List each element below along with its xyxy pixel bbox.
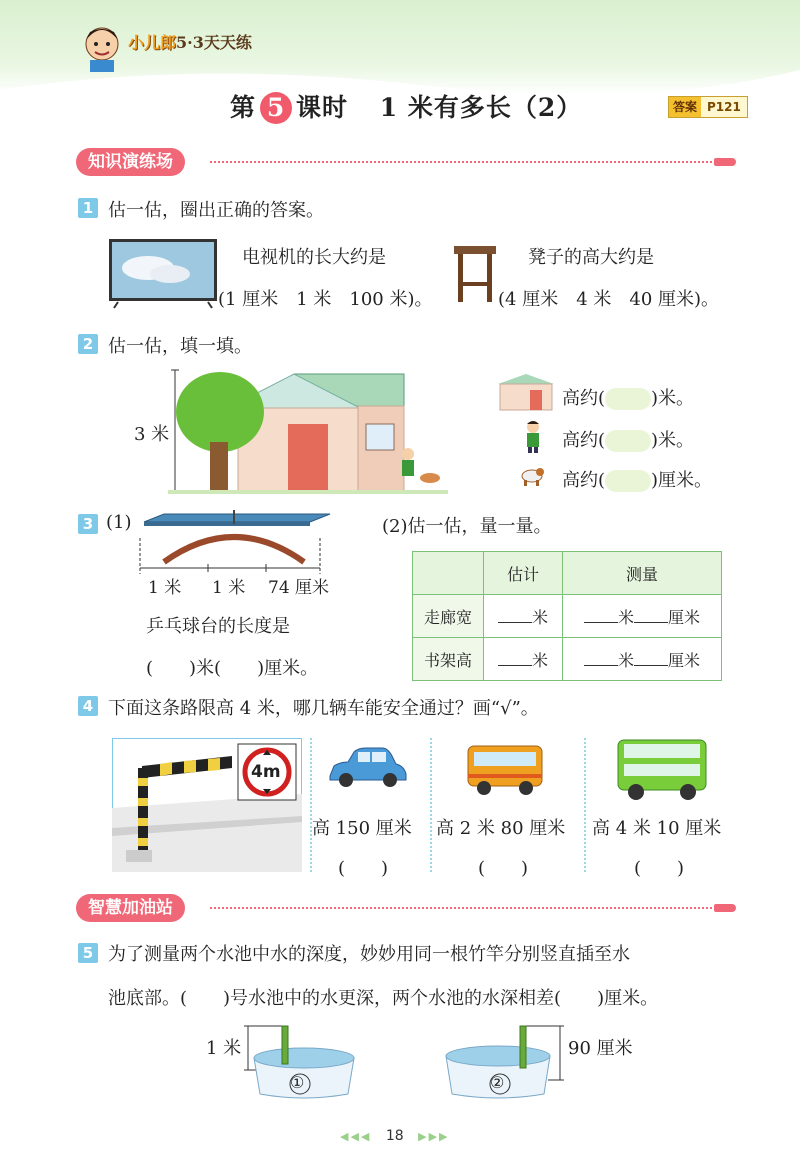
dog-height-row: [562, 466, 712, 492]
tv-image: [108, 238, 218, 310]
pool2-number: ②: [490, 1073, 505, 1092]
height-limit-barrier-image: [112, 738, 302, 872]
stool-image: [452, 242, 498, 304]
pool1-number: ①: [290, 1073, 305, 1092]
table-row: [413, 638, 722, 681]
dog-icon: [518, 464, 546, 488]
double-decker-bus-image: [614, 738, 710, 802]
car-answer-paren[interactable]: ( ): [338, 858, 389, 879]
bus-height-label: 高 2 米 80 厘米: [436, 818, 566, 839]
left-arrows-icon: ◀◀◀: [340, 1130, 372, 1143]
part-one-label: (1): [106, 512, 132, 533]
row-suffix: )米。: [651, 430, 695, 451]
question-stem: 下面这条路限高 4 米，哪几辆车能安全通过？画“√”。: [108, 698, 539, 719]
title-suffix: 课时: [296, 93, 349, 122]
boy-mascot-icon: [80, 20, 124, 72]
height-limit-sign-text: 4m: [251, 762, 281, 782]
page-footer: [340, 1128, 450, 1144]
separator: [430, 738, 432, 872]
brand-rest: 5·3天天练: [176, 33, 252, 52]
row-prefix: 高约(: [562, 470, 606, 491]
segment-label-3: 74 厘米: [268, 578, 330, 598]
child-height-row: [562, 426, 694, 452]
brand-kid: 小儿郎: [128, 33, 177, 52]
answer-reference[interactable]: [668, 96, 748, 118]
separator: [310, 738, 312, 872]
section-header-practice: 知识演练场: [76, 148, 185, 176]
segment-label-1: 1 米: [148, 578, 182, 598]
estimate-cell[interactable]: [484, 638, 563, 681]
unit-mi: 米: [531, 607, 548, 627]
section-divider: [210, 907, 712, 909]
section-header-wisdom: 智慧加油站: [76, 894, 185, 922]
house-height-row: [562, 384, 694, 410]
answer-page: P121: [707, 100, 741, 114]
ping-pong-table-image: [134, 508, 334, 574]
question-stem-line2[interactable]: 池底部。( )号水池中的水更深，两个水池的水深相差( )厘米。: [108, 988, 659, 1009]
table-length-answer[interactable]: ( )米( )厘米。: [146, 658, 319, 679]
child-icon: [522, 420, 544, 454]
unit-mi: 米: [617, 650, 634, 670]
measurement-table: [412, 551, 722, 681]
table-row: [413, 595, 722, 638]
header-estimate: 估计: [484, 552, 563, 595]
table-corner: [413, 552, 484, 595]
house-tree-illustration: [168, 368, 448, 494]
pool2-depth-label: 90 厘米: [568, 1038, 633, 1059]
question-number: 1: [78, 198, 98, 218]
double-decker-answer-paren[interactable]: ( ): [634, 858, 685, 879]
right-arrows-icon: ▶▶▶: [418, 1130, 450, 1143]
car-image: [326, 746, 408, 790]
page-title: [230, 88, 582, 124]
part-two-label: (2)估一估，量一量。: [382, 516, 552, 537]
stool-question-line1: 凳子的高大约是: [528, 247, 654, 268]
car-height-label: 高 150 厘米: [312, 818, 412, 839]
header-measure: 测量: [563, 552, 722, 595]
bus-answer-paren[interactable]: ( ): [478, 858, 529, 879]
small-house-icon: [494, 372, 558, 412]
question-number: 5: [78, 943, 98, 963]
table-header-row: [413, 552, 722, 595]
row-prefix: 高约(: [562, 430, 606, 451]
question-number: 3: [78, 514, 98, 534]
segment-label-2: 1 米: [212, 578, 246, 598]
section-divider: [210, 161, 712, 163]
title-topic: 1 米有多长（2）: [379, 93, 583, 122]
table-length-question: 乒乓球台的长度是: [146, 616, 290, 637]
pencil-icon: [714, 904, 736, 912]
unit-cm: 厘米: [668, 650, 701, 670]
pencil-icon: [714, 158, 736, 166]
lesson-number-badge: 5: [260, 92, 292, 124]
question-number: 4: [78, 696, 98, 716]
pool1-depth-label: 1 米: [206, 1038, 242, 1059]
title-prefix: 第: [230, 93, 257, 122]
stool-options[interactable]: (4 厘米 4 米 40 厘米)。: [498, 289, 720, 310]
question-stem: 估一估，填一填。: [108, 336, 252, 357]
row-suffix: )厘米。: [651, 470, 713, 491]
question-number: 2: [78, 334, 98, 354]
answer-blank[interactable]: [605, 430, 651, 452]
answer-label: 答案: [669, 97, 701, 117]
unit-cm: 厘米: [668, 607, 701, 627]
row-shelf-height: 书架高: [413, 638, 484, 681]
question-stem-line1: 为了测量两个水池中水的深度，妙妙用同一根竹竿分别竖直插至水: [108, 944, 630, 965]
brand-title: [128, 30, 252, 53]
measure-cell[interactable]: [563, 595, 722, 638]
double-decker-height-label: 高 4 米 10 厘米: [592, 818, 722, 839]
house-height-label: 3 米: [134, 424, 170, 445]
row-prefix: 高约(: [562, 388, 606, 409]
tv-options[interactable]: (1 厘米 1 米 100 米)。: [218, 289, 433, 310]
separator: [584, 738, 586, 872]
measure-cell[interactable]: [563, 638, 722, 681]
answer-blank[interactable]: [605, 388, 651, 410]
bus-image: [466, 744, 546, 796]
unit-mi: 米: [617, 607, 634, 627]
answer-blank[interactable]: [605, 470, 651, 492]
row-suffix: )米。: [651, 388, 695, 409]
row-corridor-width: 走廊宽: [413, 595, 484, 638]
estimate-cell[interactable]: [484, 595, 563, 638]
tv-question-line1: 电视机的长大约是: [242, 247, 386, 268]
unit-mi: 米: [531, 650, 548, 670]
page-number: 18: [385, 1128, 404, 1144]
question-stem: 估一估，圈出正确的答案。: [108, 200, 324, 221]
